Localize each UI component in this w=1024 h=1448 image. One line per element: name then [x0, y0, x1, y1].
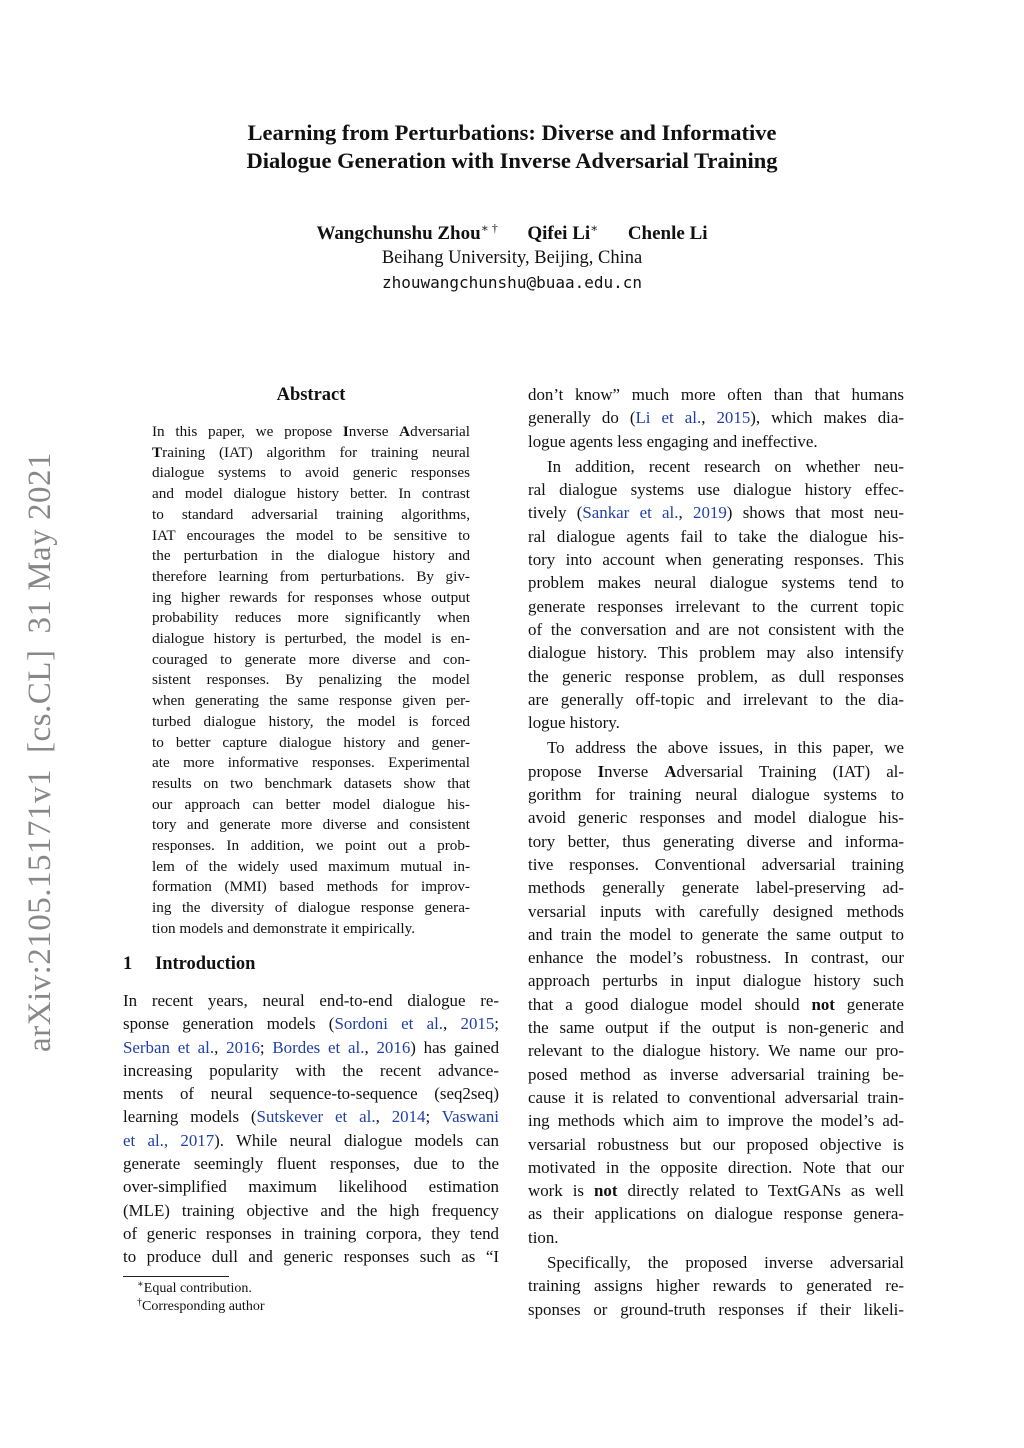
text-line: that a good dialogue model should not generate — [528, 994, 905, 1014]
abstract-heading: Abstract — [276, 385, 346, 405]
text-line: approach perturbs in input dialogue history such — [528, 971, 904, 991]
text-line: ing higher rewards for responses whose output — [152, 588, 470, 606]
arxiv-stamp — [20, 432, 60, 1052]
footnote-mark: ∗ — [137, 1279, 144, 1290]
title-line: Learning from Perturbations: Diverse and Informative — [247, 120, 777, 145]
arxiv-category: [cs.CL] — [22, 649, 58, 753]
author-email: zhouwangchunshu@buaa.edu.cn — [381, 273, 643, 292]
footnote-mark: † — [137, 1297, 142, 1308]
text-line: lem of the widely used maximum mutual in- — [152, 857, 470, 875]
author-name: Chenle Li — [627, 223, 708, 244]
footnote — [137, 1297, 497, 1316]
author-name: Wangchunshu Zhou — [316, 223, 481, 244]
text-line: tory better, thus generating diverse and informa- — [528, 831, 904, 851]
text-line: logue history. — [528, 713, 620, 733]
abstract-body — [152, 422, 470, 940]
title-line: Dialogue Generation with Inverse Adversarial Training — [246, 148, 778, 173]
text-line: probability reduces more significantly when — [152, 609, 470, 627]
text-line: tory and generate more diverse and consistent — [152, 816, 470, 834]
arxiv-id: arXiv:2105.15171v1 — [22, 768, 58, 1052]
text-line: when generating the same response given per- — [152, 692, 470, 710]
text-line: couraged to generate more diverse and con- — [152, 650, 470, 668]
paragraph — [528, 1251, 904, 1321]
paper-title — [100, 119, 924, 175]
text-line: In addition, recent research on whether neu- — [547, 456, 904, 476]
text-line: tion models and demonstrate it empirically. — [152, 919, 416, 937]
text-line: over-simplified maximum likelihood estimation — [123, 1177, 499, 1197]
text-line: therefore learning from perturbations. By giv- — [152, 567, 470, 585]
paragraph — [528, 455, 904, 735]
text-line: the generic response problem, as dull responses — [528, 666, 904, 686]
intro-body — [123, 989, 499, 1269]
text-line: work is not directly related to TextGANs as well — [528, 1181, 904, 1201]
text-line: are generally off-topic and irrelevant to the dia- — [528, 689, 904, 709]
section-heading — [123, 951, 503, 977]
text-line: generate responses irrelevant to the current topic — [528, 596, 904, 616]
text-line: dialogue systems to avoid generic responses — [152, 464, 470, 482]
text-line: ments of neural sequence-to-sequence (seq2seq) — [123, 1084, 499, 1104]
arxiv-date: 31 May 2021 — [22, 452, 58, 634]
text-line: training assigns higher rewards to generated re- — [528, 1276, 904, 1296]
text-line: versarial inputs with carefully designed methods — [528, 901, 904, 921]
text-line: IAT encourages the model to be sensitive to — [152, 526, 470, 544]
text-line: dialogue history. This problem may also intensify — [528, 643, 904, 663]
text-line: and model dialogue history better. In contrast — [152, 485, 470, 503]
text-line: dialogue history is perturbed, the model is en- — [152, 630, 470, 648]
section-title: Introduction — [155, 954, 256, 974]
text-line: posed method as inverse adversarial training be- — [528, 1064, 904, 1084]
text-line: (MLE) training objective and the high frequency — [123, 1200, 499, 1220]
footnote-text: Corresponding author — [142, 1299, 265, 1314]
text-line: to better capture dialogue history and gener- — [152, 733, 470, 751]
text-line: to standard adversarial training algorithms, — [152, 505, 470, 523]
text-line: motivated in the opposite direction. Note that our — [528, 1157, 904, 1177]
text-line: learning models (Sutskever et al., 2014; Vaswani — [123, 1107, 499, 1127]
text-line: propose Inverse Adversarial Training (IAT) al- — [528, 761, 905, 781]
text-line: Training (IAT) algorithm for training neural — [152, 443, 470, 461]
paragraph — [528, 383, 904, 453]
text-line: Serban et al., 2016; Bordes et al., 2016) has gained — [123, 1037, 500, 1057]
footnote-text: Equal contribution. — [143, 1281, 252, 1296]
right-column — [528, 383, 904, 1321]
text-line: tory into account when generating responses. This — [528, 550, 904, 570]
text-line: the same output if the output is non-generic and — [528, 1018, 904, 1038]
text-line: our approach can better model dialogue his- — [152, 795, 470, 813]
text-line: cause it is related to conventional adversarial train- — [528, 1087, 904, 1107]
text-line: increasing popularity with the recent advance- — [123, 1060, 499, 1080]
text-line: sponse generation models (Sordoni et al., 2015; — [123, 1014, 499, 1034]
text-line: sponses or ground-truth responses if their likeli- — [528, 1299, 904, 1319]
text-line: To address the above issues, in this paper, we — [547, 738, 904, 758]
author-name: Qifei Li — [527, 223, 591, 244]
text-line: don’t know” much more often than that humans — [528, 385, 904, 404]
text-line: ate more informative responses. Experimental — [152, 754, 470, 772]
text-line: and train the model to generate the same output to — [528, 924, 904, 944]
paragraph — [528, 736, 904, 1249]
text-line: generally do (Li et al., 2015), which makes dia- — [528, 408, 904, 428]
text-line: gorithm for training neural dialogue systems to — [528, 785, 904, 805]
text-line: responses. In addition, we point out a prob- — [152, 837, 470, 855]
text-line: ing the diversity of dialogue response genera- — [152, 899, 470, 917]
text-line: problem makes neural dialogue systems tend to — [528, 573, 904, 593]
text-line: ral dialogue systems use dialogue history effec- — [528, 480, 904, 500]
author-marks: ∗ — [590, 221, 599, 235]
text-line: et al., 2017). While neural dialogue models can — [123, 1130, 499, 1150]
text-line: In recent years, neural end-to-end dialogue re- — [123, 991, 499, 1010]
text-line: avoid generic responses and model dialogue his- — [528, 808, 904, 828]
text-line: formation (MMI) based methods for improv- — [152, 878, 470, 896]
text-line: enhance the model’s robustness. In contrast, our — [528, 948, 904, 968]
text-line: ral dialogue agents fail to take the dialogue his- — [528, 526, 904, 546]
text-line: to produce dull and generic responses such as “I — [123, 1247, 499, 1267]
text-line: of the conversation and are not consistent with the — [528, 619, 904, 639]
text-line: tive responses. Conventional adversarial training — [528, 854, 904, 874]
text-line: relevant to the dialogue history. We name our pro- — [528, 1041, 904, 1061]
text-line: turbed dialogue history, the model is forced — [152, 712, 470, 730]
text-line: as their applications on dialogue response genera- — [528, 1204, 904, 1224]
text-line: generate seemingly fluent responses, due to the — [123, 1154, 499, 1174]
text-line: sistent responses. By penalizing the model — [152, 671, 470, 689]
text-line: Specifically, the proposed inverse adversarial — [547, 1252, 904, 1272]
footnote — [137, 1279, 497, 1298]
text-line: results on two benchmark datasets show that — [152, 774, 470, 792]
text-line: methods generally generate label-preserving ad- — [528, 878, 904, 898]
text-line: tion. — [528, 1227, 559, 1247]
text-line: tively (Sankar et al., 2019) shows that most neu- — [528, 503, 904, 523]
text-line: logue agents less engaging and ineffective. — [528, 431, 818, 451]
text-line: versarial robustness but our proposed objective is — [528, 1134, 904, 1154]
author-marks: ∗ † — [480, 221, 498, 235]
author-list — [100, 221, 924, 247]
text-line: ing methods which aim to improve the model’s ad- — [528, 1111, 904, 1131]
section-number: 1 — [123, 954, 133, 974]
footnote-rule — [123, 1276, 229, 1277]
text-line: In this paper, we propose Inverse Adversarial — [152, 423, 470, 440]
text-line: the perturbation in the dialogue history and — [152, 547, 470, 565]
affiliation: Beihang University, Beijing, China — [381, 248, 643, 268]
text-line: of generic responses in training corpora, they tend — [123, 1223, 499, 1243]
